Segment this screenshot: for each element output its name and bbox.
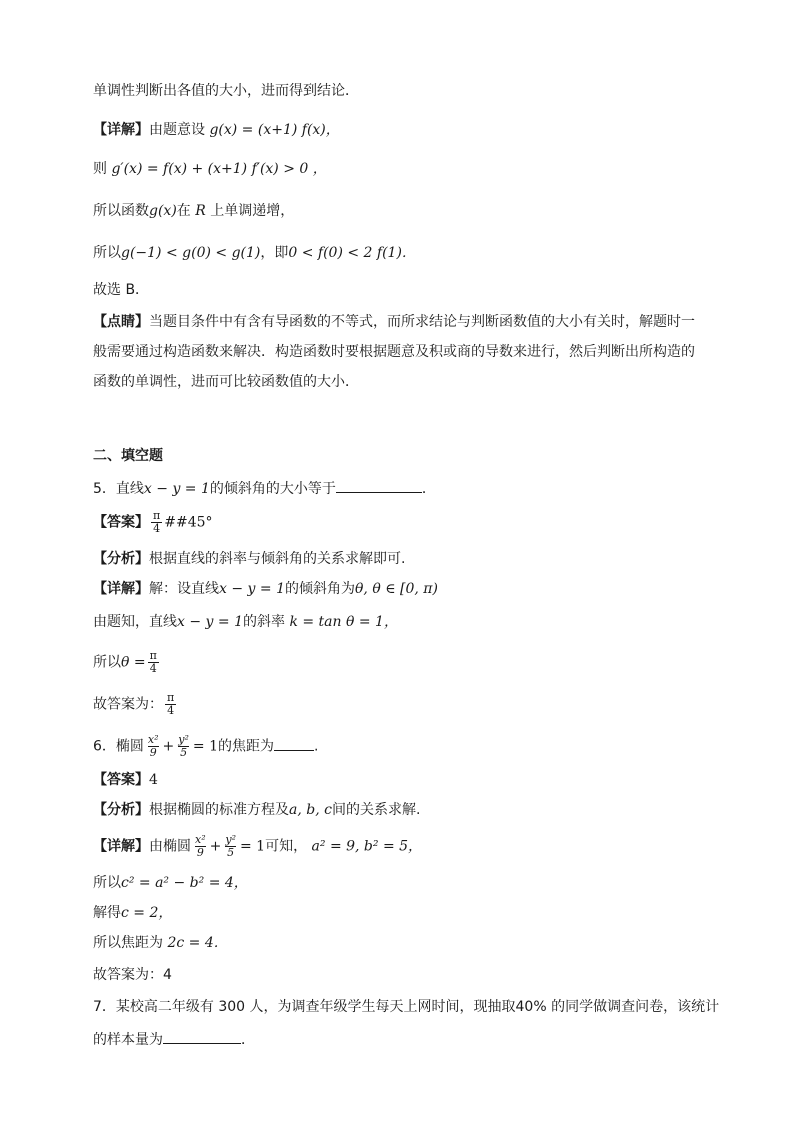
text: ．: [421, 481, 436, 497]
text: 6．椭圆: [93, 738, 144, 755]
text: 的倾斜角为: [284, 581, 355, 597]
detail-tag: 【详解】: [93, 122, 149, 138]
fraction: $\frac{\text{y²}}{5}$: [178, 733, 189, 759]
formula: x − y = 1: [177, 614, 243, 630]
text: 故选 B．: [93, 282, 150, 298]
formula: 2c = 4．: [167, 935, 228, 951]
formula: 0 < f(0) < 2 f(1)．: [288, 245, 416, 261]
q5-known: [93, 612, 398, 632]
text: 故答案为：4: [93, 967, 172, 983]
q4-monotone-line: [93, 201, 294, 221]
fraction: $\frac{\pi}{4}$: [153, 509, 161, 535]
text: 故答案为：: [93, 696, 163, 713]
formula: x − y = 1: [219, 581, 285, 597]
q4-compare-line: [93, 243, 416, 263]
text: 4: [149, 772, 158, 788]
text: 在: [176, 203, 191, 219]
analysis-tag: 【分析】: [93, 802, 149, 818]
text: 般需要通过构造函数来解决．构造函数时要根据题意及积或商的导数来进行，然后判断出所构造的: [93, 344, 695, 360]
formula: c = 2，: [121, 905, 173, 921]
q6-solve: [93, 903, 172, 923]
q6-so2: [93, 933, 228, 953]
formula: a, b, c: [289, 802, 332, 818]
formula: k = tan θ = 1，: [289, 614, 398, 630]
q5-analysis: [93, 549, 405, 569]
q6-answer: [93, 770, 158, 790]
formula: a² = 9, b² = 5，: [311, 838, 423, 855]
text: 根据直线的斜率与倾斜角的关系求解即可.: [149, 551, 406, 567]
q5-final: [93, 692, 178, 717]
text: +: [162, 738, 175, 755]
formula: θ, θ ∈ [0, π): [354, 581, 438, 597]
q4-comment-line-3: [93, 372, 359, 392]
text: 由题意设: [149, 122, 205, 138]
formula: = 1: [239, 838, 266, 855]
answer-blank[interactable]: [163, 1029, 241, 1044]
text: 当题目条件中有含有导函数的不等式，而所求结论与判断函数值的大小有关时，解题时一: [149, 314, 695, 330]
text: 间的关系求解.: [331, 802, 421, 818]
q6-so1: [93, 873, 248, 893]
formula: θ =: [121, 654, 146, 671]
text: 所以: [93, 875, 121, 891]
comment-tag: 【点睛】: [93, 314, 149, 330]
q5-so: [93, 650, 161, 675]
text: +: [209, 838, 222, 855]
formula: R: [195, 203, 206, 219]
fraction: $\frac{\pi}{4}$: [167, 691, 175, 717]
text: 函数的单调性，进而可比较函数值的大小．: [93, 374, 359, 390]
formula: g′(x) = f(x) + (x+1) f′(x) > 0 ，: [111, 161, 327, 177]
q4-choice-line: [93, 280, 149, 300]
text: 的样本量为: [93, 1032, 163, 1048]
answer-tag: 【答案】: [93, 514, 149, 531]
text: 由题知，直线: [93, 614, 177, 630]
formula: g(−1) < g(0) < g(1): [121, 245, 261, 261]
q5-detail: [93, 579, 438, 599]
q5-stem: [93, 478, 436, 499]
q6-stem: [93, 734, 318, 759]
answer-blank[interactable]: [274, 736, 314, 751]
text: ．: [241, 1032, 255, 1048]
text: 解得: [93, 905, 121, 921]
text: 可知，: [265, 838, 308, 855]
q7-line-2: [93, 1029, 255, 1050]
q6-final: [93, 965, 172, 985]
q4-detail-line: [93, 120, 340, 140]
text: 解：设直线: [149, 581, 219, 597]
fraction: $\frac{\text{x²}}{9}$: [147, 733, 159, 759]
text: 的焦距为: [218, 738, 274, 755]
q5-answer: [93, 510, 213, 535]
fraction: $\frac{\text{x²}}{9}$: [195, 833, 206, 859]
q6-analysis: [93, 800, 420, 820]
text: .: [314, 738, 319, 755]
answer-tag: 【答案】: [93, 772, 149, 788]
text: ##45°: [164, 514, 213, 531]
text: 上单调递增，: [210, 203, 295, 219]
formula: x − y = 1: [143, 481, 210, 497]
formula: g(x): [149, 203, 177, 219]
text: ，即: [260, 245, 289, 261]
text: 所以: [93, 245, 121, 261]
text: 根据椭圆的标准方程及: [149, 802, 289, 818]
detail-tag: 【详解】: [93, 838, 149, 855]
text: 所以: [93, 654, 121, 671]
paragraph-line: [93, 81, 359, 101]
text: 7．某校高二年级有 300 人，为调查年级学生每天上网时间，现抽取40% 的同学做调查问卷，该统计: [93, 999, 720, 1015]
q6-detail: [93, 834, 422, 859]
q4-comment-line-1: [93, 312, 695, 332]
text: 所以焦距为: [93, 935, 163, 951]
analysis-tag: 【分析】: [93, 551, 149, 567]
text: 的斜率: [242, 614, 285, 630]
text: 由椭圆: [149, 838, 191, 855]
q7-line-1: [93, 997, 719, 1017]
formula: g(x) = (x+1) f(x)，: [209, 122, 340, 138]
text: 则: [93, 161, 107, 177]
text: 二、填空题: [93, 448, 163, 464]
text: 所以函数: [93, 203, 149, 219]
answer-blank[interactable]: [336, 478, 422, 493]
formula: c² = a² − b² = 4，: [121, 875, 248, 891]
text: 单调性判断出各值的大小，进而得到结论．: [93, 83, 359, 99]
q4-derivative-line: [93, 159, 327, 179]
section-title: [93, 446, 163, 466]
text: 5．直线: [93, 481, 144, 497]
text: 的倾斜角的大小等于: [209, 481, 336, 497]
fraction: $\frac{\pi}{4}$: [149, 649, 157, 675]
q4-comment-line-2: [93, 342, 695, 362]
fraction: $\frac{\text{y²}}{5}$: [225, 833, 236, 859]
formula: = 1: [192, 738, 218, 755]
detail-tag: 【详解】: [93, 581, 149, 597]
